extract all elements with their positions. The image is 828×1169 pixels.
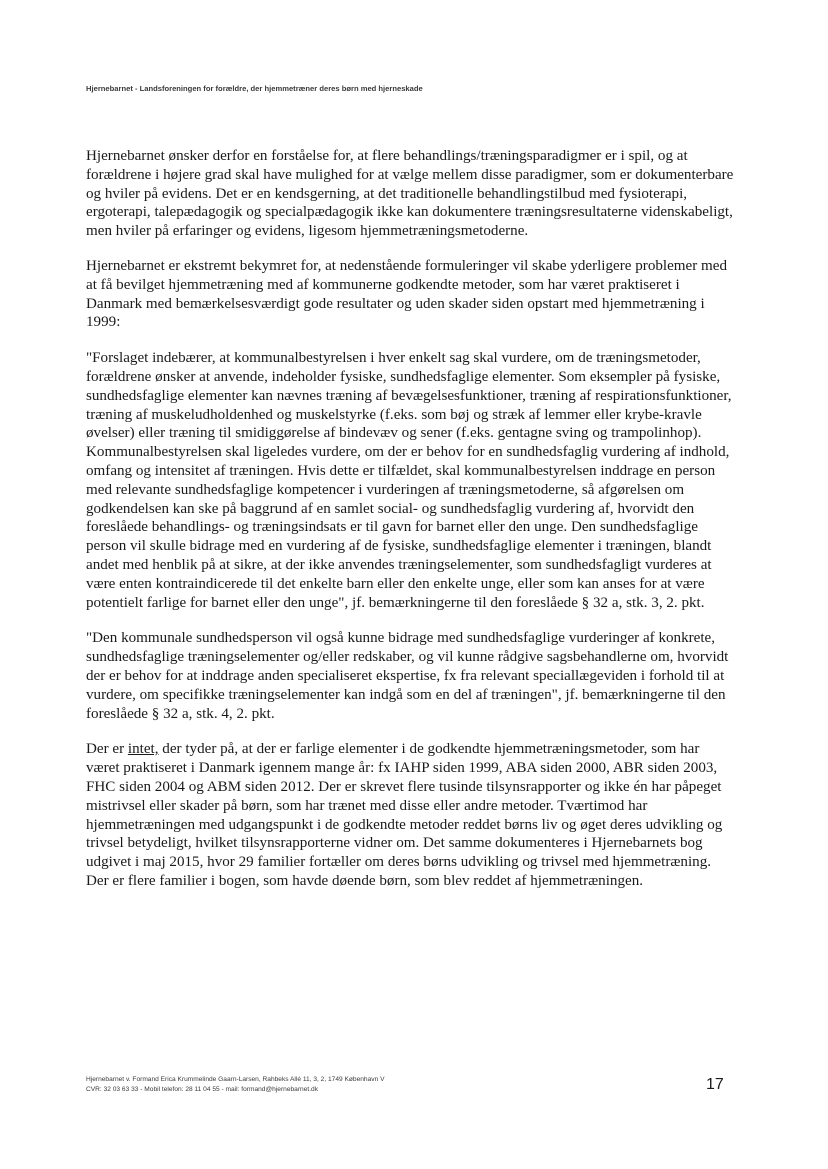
paragraph-1: Hjernebarnet ønsker derfor en forståelse for, at flere behandlings/træningsparadigmer er i spil, og at forældrene i højere grad skal have mulighed for at vælge mellem disse paradigmer, som er dokumenterbare og hviler på evidens. Det er en kendsgerning, at det traditionelle behandlingstilbud med fysioterapi, ergoterapi, talepædagogik og specialpædagogik ikke kan dokumentere træningsresultaterne videnskabeligt, men hviler på erfaringer og evidens, ligesom hjemmetræningsmetoderne.	[86, 148, 734, 240]
footer-contact: CVR: 32 03 63 33 - Mobil telefon: 28 11 04 55 - mail: formand@hjernebarnet.dk	[86, 1086, 318, 1093]
page-number: 17	[706, 1076, 724, 1093]
footer-address: Hjernebarnet v. Formand Erica Krummelinde Gaarn-Larsen, Rahbeks Allé 11, 3, 2, 1749 København V	[86, 1076, 385, 1083]
page-header: Hjernebarnet - Landsforeningen for forældre, der hjemmetræner deres børn med hjerneskade	[86, 84, 423, 93]
page-footer	[86, 1075, 384, 1095]
underlined-word: intet,	[127, 741, 159, 758]
paragraph-2: Hjernebarnet er ekstremt bekymret for, at nedenstående formuleringer vil skabe yderligere problemer med at få bevilget hjemmetræning med af kommunerne godkendte metoder, som har været praktiseret i Danmark med bemærkelsesværdigt gode resultater og uden skader siden opstart med hjemmetræning i 1999:	[86, 257, 728, 331]
quote-paragraph-1: "Forslaget indebærer, at kommunalbestyrelsen i hver enkelt sag skal vurdere, om de træningsmetoder, forældrene ønsker at anvende, indeholder fysiske, sundhedsfaglige elementer. Som eksempler på fysiske, sundhedsfaglige elementer kan nævnes træning af bevægelsesfunktioner, træning af respirationsfunktioner, træning af muskeludholdenhed og muskelstyrke (f.eks. som bøj og stræk af lemmer eller krybe-kravle øvelser) eller træning til smidiggørelse af bindevæv og sener (f.eks. gentagne sving og trampolinhop). Kommunalbestyrelsen skal ligeledes vurdere, om der er behov for en sundhedsfaglig vurdering af indhold, omfang og intensitet af træningen. Hvis dette er tilfældet, skal kommunalbestyrelsen inddrage en person med relevante sundhedsfaglige kompetencer i vurderingen af træningsmetoderne, så afgørelsen om godkendelsen kan ske på baggrund af en samlet social- og sundhedsfaglig vurdering af, hvorvidt den foreslåede behandlings- og træningsindsats er til gavn for barnet eller den unge. Den sundhedsfaglige person vil skulle bidrage med en vurdering af de fysiske, sundhedsfaglige elementer i træningen, blandt andet med henblik på at sikre, at der ikke anvendes træningselementer, som sundhedsfagligt vurderes at være enten kontraindicerede til det enkelte barn eller den enkelte unge, eller som kan anses for at være potentielt farlige for barnet eller den unge", jf. bemærkningerne til den foreslåede § 32 a, stk. 3, 2. pkt.	[86, 350, 732, 611]
paragraph-5-rest: der tyder på, at der er farlige elementer i de godkendte hjemmetræningsmetoder, som har været praktiseret i Danmark igennem mange år: fx IAHP siden 1999, ABA siden 2000, ABR siden 2003, FHC siden 2004 og ABM siden 2012. Der er skrevet flere tusinde tilsynsrapporter og ikke én har påpeget mistrivsel eller skader på børn, som har trænet med disse eller andre metoder. Tværtimod har hjemmetræningen med udgangspunkt i de godkendte metoder reddet børns liv og øget deres udvikling og trivsel betydeligt, hvilket tilsynsrapporterne vidner om. Det samme dokumenteres i Hjernebarnets bog udgivet i maj 2015, hvor 29 familier fortæller om deres børns udvikling og trivsel med hjemmetræning. Der er flere familier i bogen, som havde døende børn, som blev reddet af hjemmetræningen.	[86, 741, 723, 889]
paragraph-5	[86, 740, 734, 890]
paragraph-5-start: Der er	[86, 741, 128, 758]
document-body	[86, 147, 734, 908]
quote-paragraph-2: "Den kommunale sundhedsperson vil også kunne bidrage med sundhedsfaglige vurderinger af konkrete, sundhedsfaglige træningselementer og/eller redskaber, og vil kunne rådgive sagsbehandlerne om, hvorvidt der er behov for at inddrage anden specialiseret ekspertise, fx fra relevant speciallægeviden i forhold til at vurdere, om specifikke træningselementer kan indgå som en del af træningen", jf. bemærkningerne til den foreslåede § 32 a, stk. 4, 2. pkt.	[86, 630, 729, 722]
